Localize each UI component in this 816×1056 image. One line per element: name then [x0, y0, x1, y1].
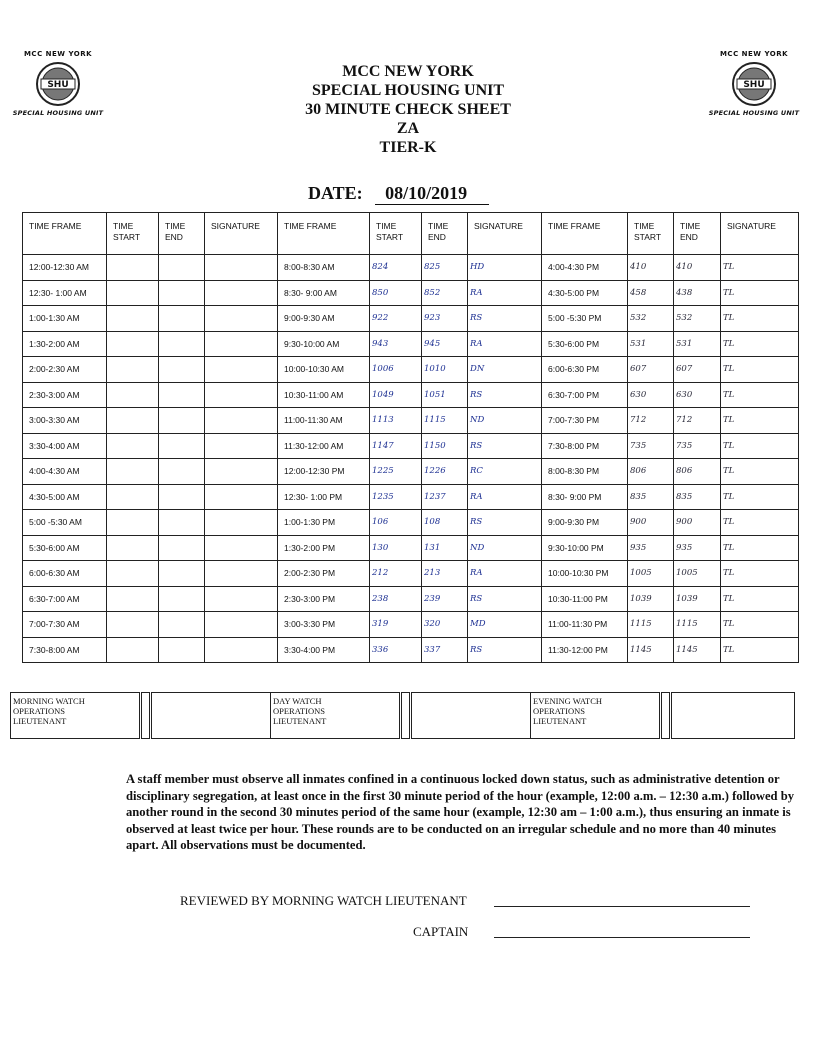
morning-watch-text: MORNING WATCH OPERATIONS LIEUTENANT [13, 696, 85, 726]
logo-top-text: MCC NEW YORK [719, 50, 789, 58]
time-frame-cell: 11:30-12:00 AM [278, 433, 370, 459]
time-start-cell[interactable]: 935 [628, 535, 674, 561]
time-frame-cell: 3:30-4:00 AM [23, 433, 107, 459]
signature-cell[interactable]: TL [721, 612, 799, 638]
time-end-cell[interactable]: 1150 [422, 433, 468, 459]
table-row [23, 484, 799, 510]
time-start-cell[interactable]: 607 [628, 357, 674, 383]
table-row [23, 331, 799, 357]
time-start-cell[interactable] [107, 612, 159, 638]
evening-watch-signature-field[interactable] [671, 693, 795, 739]
signature-cell[interactable]: RS [468, 306, 542, 332]
time-frame-cell: 4:00-4:30 PM [542, 255, 628, 281]
time-start-cell[interactable] [107, 306, 159, 332]
policy-statement: A staff member must observe all inmates confined in a continuous locked down status, such as administrative detention or disciplinary segregation, at least once in the first 30 minute period of the hour (example, 12:00 a.m. – 12:30 a.m.) followed by another round in the second 30 minutes period of the same hour (example, 12:30 am – 1:00 a.m.), thus ensuring an inmate is observed at least twice per hour. These rounds are to be conducted on an irregular schedule and no more than 40 minutes apart. All observations must be documented. [126, 772, 795, 852]
signature-cell[interactable]: RA [468, 280, 542, 306]
table-row [23, 382, 799, 408]
time-frame-cell: 2:00-2:30 AM [23, 357, 107, 383]
time-start-cell[interactable]: 106 [370, 510, 422, 536]
check-table [22, 212, 799, 663]
time-frame-cell: 10:30-11:00 PM [542, 586, 628, 612]
time-end-cell[interactable] [159, 382, 205, 408]
time-frame-cell: 1:30-2:00 PM [278, 535, 370, 561]
header-tier: TIER-K [379, 139, 437, 156]
time-frame-cell: 5:30-6:00 AM [23, 535, 107, 561]
svg-text:SHU: SHU [743, 80, 765, 90]
time-frame-cell: 4:00-4:30 AM [23, 459, 107, 485]
time-frame-cell: 2:30-3:00 AM [23, 382, 107, 408]
signature-cell[interactable] [205, 255, 278, 281]
signature-cell[interactable] [205, 357, 278, 383]
table-row [23, 612, 799, 638]
time-frame-cell: 3:00-3:30 AM [23, 408, 107, 434]
signature-cell[interactable] [205, 382, 278, 408]
time-end-cell[interactable]: 531 [674, 331, 721, 357]
time-start-cell[interactable]: 1115 [628, 612, 674, 638]
time-frame-cell: 1:00-1:30 AM [23, 306, 107, 332]
day-watch-text: DAY WATCH OPERATIONS LIEUTENANT [273, 696, 327, 726]
column-header: TIME START [370, 213, 422, 255]
signature-cell[interactable]: RS [468, 586, 542, 612]
signature-cell[interactable]: TL [721, 484, 799, 510]
time-start-cell[interactable]: 336 [370, 637, 422, 663]
signature-cell[interactable] [205, 484, 278, 510]
time-frame-cell: 10:00-10:30 AM [278, 357, 370, 383]
time-frame-cell: 12:30- 1:00 PM [278, 484, 370, 510]
day-watch-label [271, 693, 401, 739]
time-end-cell[interactable]: 1115 [422, 408, 468, 434]
morning-watch-signature-field[interactable] [151, 693, 271, 739]
time-start-cell[interactable] [107, 637, 159, 663]
time-start-cell[interactable] [107, 280, 159, 306]
time-frame-cell: 7:00-7:30 PM [542, 408, 628, 434]
time-start-cell[interactable] [107, 331, 159, 357]
time-start-cell[interactable] [107, 535, 159, 561]
time-start-cell[interactable]: 531 [628, 331, 674, 357]
signature-cell[interactable] [205, 280, 278, 306]
signature-cell[interactable] [205, 535, 278, 561]
table-row [23, 637, 799, 663]
signature-cell[interactable]: TL [721, 586, 799, 612]
time-start-cell[interactable] [107, 510, 159, 536]
time-start-cell[interactable]: 212 [370, 561, 422, 587]
time-end-cell[interactable]: 735 [674, 433, 721, 459]
table-row [23, 306, 799, 332]
signature-cell[interactable]: TL [721, 306, 799, 332]
table-row [23, 255, 799, 281]
signature-cell[interactable]: HD [468, 255, 542, 281]
column-header: TIME START [628, 213, 674, 255]
signature-cell[interactable]: ND [468, 535, 542, 561]
svg-text:SHU: SHU [47, 80, 69, 90]
table-row [23, 280, 799, 306]
time-frame-cell: 5:00 -5:30 AM [23, 510, 107, 536]
signature-cell[interactable] [205, 561, 278, 587]
time-end-cell[interactable]: 1005 [674, 561, 721, 587]
time-start-cell[interactable]: 1147 [370, 433, 422, 459]
time-end-cell[interactable]: 532 [674, 306, 721, 332]
time-end-cell[interactable]: 1051 [422, 382, 468, 408]
time-start-cell[interactable]: 1225 [370, 459, 422, 485]
header-unit: SPECIAL HOUSING UNIT [311, 82, 505, 99]
time-start-cell[interactable]: 850 [370, 280, 422, 306]
time-start-cell[interactable]: 1006 [370, 357, 422, 383]
time-start-cell[interactable] [107, 255, 159, 281]
watch-divider [401, 693, 411, 739]
table-row [23, 586, 799, 612]
signature-cell[interactable] [205, 433, 278, 459]
time-frame-cell: 7:00-7:30 AM [23, 612, 107, 638]
morning-watch-label [11, 693, 141, 739]
time-end-cell[interactable]: 438 [674, 280, 721, 306]
time-end-cell[interactable]: 945 [422, 331, 468, 357]
table-row [23, 561, 799, 587]
time-start-cell[interactable] [107, 561, 159, 587]
signature-cell[interactable]: ND [468, 408, 542, 434]
time-end-cell[interactable] [159, 484, 205, 510]
signature-cell[interactable]: TL [721, 382, 799, 408]
time-frame-cell: 5:00 -5:30 PM [542, 306, 628, 332]
signature-cell[interactable] [205, 459, 278, 485]
time-frame-cell: 6:30-7:00 AM [23, 586, 107, 612]
date-row [308, 183, 489, 205]
table-row [23, 408, 799, 434]
time-end-cell[interactable] [159, 637, 205, 663]
column-header: SIGNATURE [721, 213, 799, 255]
time-start-cell[interactable]: 943 [370, 331, 422, 357]
time-start-cell[interactable]: 238 [370, 586, 422, 612]
time-start-cell[interactable]: 1005 [628, 561, 674, 587]
watch-divider [141, 693, 151, 739]
time-start-cell[interactable]: 735 [628, 433, 674, 459]
signature-cell[interactable]: RS [468, 382, 542, 408]
header-sheet-title: 30 MINUTE CHECK SHEET [305, 101, 511, 118]
time-start-cell[interactable]: 1235 [370, 484, 422, 510]
time-end-cell[interactable] [159, 280, 205, 306]
signature-cell[interactable]: RS [468, 637, 542, 663]
time-frame-cell: 4:30-5:00 AM [23, 484, 107, 510]
signature-cell[interactable]: TL [721, 255, 799, 281]
time-start-cell[interactable]: 922 [370, 306, 422, 332]
evening-watch-text: EVENING WATCH OPERATIONS LIEUTENANT [533, 696, 603, 726]
date-label: DATE: [308, 183, 363, 203]
time-end-cell[interactable]: 108 [422, 510, 468, 536]
time-frame-cell: 11:00-11:30 PM [542, 612, 628, 638]
shu-seal-icon [35, 61, 81, 107]
reviewed-by-signature-line[interactable] [494, 906, 750, 907]
time-frame-cell: 9:30-10:00 PM [542, 535, 628, 561]
signature-cell[interactable]: TL [721, 280, 799, 306]
time-frame-cell: 8:00-8:30 AM [278, 255, 370, 281]
time-end-cell[interactable]: 835 [674, 484, 721, 510]
watch-divider [661, 693, 671, 739]
time-start-cell[interactable] [107, 357, 159, 383]
time-start-cell[interactable] [107, 586, 159, 612]
time-start-cell[interactable]: 900 [628, 510, 674, 536]
signature-cell[interactable]: TL [721, 408, 799, 434]
time-start-cell[interactable]: 1049 [370, 382, 422, 408]
time-end-cell[interactable]: 935 [674, 535, 721, 561]
time-end-cell[interactable]: 1237 [422, 484, 468, 510]
day-watch-signature-field[interactable] [411, 693, 531, 739]
time-end-cell[interactable]: 337 [422, 637, 468, 663]
time-frame-cell: 1:00-1:30 PM [278, 510, 370, 536]
time-end-cell[interactable]: 712 [674, 408, 721, 434]
time-start-cell[interactable]: 806 [628, 459, 674, 485]
time-frame-cell: 12:00-12:30 AM [23, 255, 107, 281]
time-start-cell[interactable]: 532 [628, 306, 674, 332]
time-frame-cell: 12:30- 1:00 AM [23, 280, 107, 306]
time-end-cell[interactable]: 852 [422, 280, 468, 306]
time-end-cell[interactable]: 239 [422, 586, 468, 612]
time-start-cell[interactable]: 712 [628, 408, 674, 434]
time-start-cell[interactable]: 1113 [370, 408, 422, 434]
table-row [23, 357, 799, 383]
time-end-cell[interactable] [159, 433, 205, 459]
time-frame-cell: 9:00-9:30 PM [542, 510, 628, 536]
time-end-cell[interactable] [159, 586, 205, 612]
signature-cell[interactable] [205, 637, 278, 663]
time-end-cell[interactable] [159, 561, 205, 587]
signature-cell[interactable]: TL [721, 535, 799, 561]
time-start-cell[interactable] [107, 408, 159, 434]
logo-bottom-text: SPECIAL HOUSING UNIT [708, 109, 800, 117]
captain-signature-line[interactable] [494, 937, 750, 938]
table-row [23, 510, 799, 536]
table-row [23, 459, 799, 485]
time-frame-cell: 3:00-3:30 PM [278, 612, 370, 638]
signature-cell[interactable]: RA [468, 561, 542, 587]
reviewed-by-label: REVIEWED BY MORNING WATCH LIEUTENANT [180, 893, 467, 908]
signature-cell[interactable]: TL [721, 637, 799, 663]
signature-cell[interactable] [205, 306, 278, 332]
time-start-cell[interactable]: 319 [370, 612, 422, 638]
signature-cell[interactable]: RS [468, 433, 542, 459]
time-start-cell[interactable] [107, 484, 159, 510]
date-value: 08/10/2019 [375, 183, 489, 205]
time-end-cell[interactable]: 131 [422, 535, 468, 561]
time-start-cell[interactable] [107, 459, 159, 485]
signature-cell[interactable]: RC [468, 459, 542, 485]
column-header: TIME END [422, 213, 468, 255]
time-frame-cell: 8:30- 9:00 PM [542, 484, 628, 510]
column-header: TIME END [674, 213, 721, 255]
signature-cell[interactable]: MD [468, 612, 542, 638]
time-frame-cell: 6:30-7:00 PM [542, 382, 628, 408]
time-end-cell[interactable]: 320 [422, 612, 468, 638]
time-end-cell[interactable]: 1145 [674, 637, 721, 663]
time-start-cell[interactable]: 1145 [628, 637, 674, 663]
logo-top-text: MCC NEW YORK [23, 50, 93, 58]
column-header: TIME FRAME [542, 213, 628, 255]
time-frame-cell: 5:30-6:00 PM [542, 331, 628, 357]
time-start-cell[interactable] [107, 382, 159, 408]
time-end-cell[interactable] [159, 255, 205, 281]
signature-cell[interactable] [205, 612, 278, 638]
time-frame-cell: 12:00-12:30 PM [278, 459, 370, 485]
time-frame-cell: 10:30-11:00 AM [278, 382, 370, 408]
time-start-cell[interactable]: 824 [370, 255, 422, 281]
time-frame-cell: 11:30-12:00 PM [542, 637, 628, 663]
evening-watch-label [531, 693, 661, 739]
time-end-cell[interactable]: 923 [422, 306, 468, 332]
signature-cell[interactable] [205, 510, 278, 536]
time-start-cell[interactable]: 1039 [628, 586, 674, 612]
time-frame-cell: 8:00-8:30 PM [542, 459, 628, 485]
time-start-cell[interactable]: 410 [628, 255, 674, 281]
column-header: SIGNATURE [205, 213, 278, 255]
time-end-cell[interactable]: 1226 [422, 459, 468, 485]
time-frame-cell: 9:30-10:00 AM [278, 331, 370, 357]
time-frame-cell: 3:30-4:00 PM [278, 637, 370, 663]
table-body [23, 255, 799, 663]
signature-cell[interactable]: TL [721, 459, 799, 485]
signature-cell[interactable]: TL [721, 561, 799, 587]
time-end-cell[interactable]: 410 [674, 255, 721, 281]
time-frame-cell: 9:00-9:30 AM [278, 306, 370, 332]
header-range: ZA [396, 120, 420, 137]
time-end-cell[interactable]: 825 [422, 255, 468, 281]
table-header-row [23, 213, 799, 255]
time-start-cell[interactable]: 835 [628, 484, 674, 510]
time-end-cell[interactable] [159, 459, 205, 485]
time-end-cell[interactable]: 1115 [674, 612, 721, 638]
time-end-cell[interactable] [159, 357, 205, 383]
table-row [23, 535, 799, 561]
time-end-cell[interactable]: 1010 [422, 357, 468, 383]
logo-bottom-text: SPECIAL HOUSING UNIT [12, 109, 104, 117]
signature-cell[interactable]: TL [721, 433, 799, 459]
time-start-cell[interactable]: 458 [628, 280, 674, 306]
shu-seal-icon [731, 61, 777, 107]
time-end-cell[interactable] [159, 535, 205, 561]
signature-cell[interactable]: RA [468, 484, 542, 510]
time-frame-cell: 7:30-8:00 PM [542, 433, 628, 459]
column-header: TIME END [159, 213, 205, 255]
time-frame-cell: 2:00-2:30 PM [278, 561, 370, 587]
time-end-cell[interactable]: 607 [674, 357, 721, 383]
signature-cell[interactable]: RA [468, 331, 542, 357]
time-end-cell[interactable]: 1039 [674, 586, 721, 612]
time-frame-cell: 11:00-11:30 AM [278, 408, 370, 434]
signature-cell[interactable] [205, 408, 278, 434]
time-frame-cell: 10:00-10:30 PM [542, 561, 628, 587]
time-end-cell[interactable]: 900 [674, 510, 721, 536]
time-frame-cell: 4:30-5:00 PM [542, 280, 628, 306]
signature-cell[interactable] [205, 586, 278, 612]
time-frame-cell: 6:00-6:30 PM [542, 357, 628, 383]
time-end-cell[interactable]: 630 [674, 382, 721, 408]
time-frame-cell: 2:30-3:00 PM [278, 586, 370, 612]
time-end-cell[interactable] [159, 408, 205, 434]
signature-cell[interactable]: TL [721, 357, 799, 383]
time-start-cell[interactable] [107, 433, 159, 459]
document-header [208, 62, 608, 157]
header-facility: MCC NEW YORK [342, 63, 474, 80]
time-end-cell[interactable] [159, 306, 205, 332]
signature-cell[interactable]: TL [721, 331, 799, 357]
captain-label: CAPTAIN [413, 924, 469, 939]
time-start-cell[interactable]: 630 [628, 382, 674, 408]
signature-cell[interactable]: DN [468, 357, 542, 383]
time-end-cell[interactable]: 806 [674, 459, 721, 485]
time-frame-cell: 6:00-6:30 AM [23, 561, 107, 587]
column-header: TIME FRAME [23, 213, 107, 255]
signature-cell[interactable]: RS [468, 510, 542, 536]
signature-cell[interactable]: TL [721, 510, 799, 536]
signature-cell[interactable] [205, 331, 278, 357]
column-header: SIGNATURE [468, 213, 542, 255]
time-end-cell[interactable] [159, 510, 205, 536]
column-header: TIME START [107, 213, 159, 255]
watch-lieutenant-table [10, 692, 795, 739]
shu-logo-right [704, 50, 804, 117]
table-row [23, 433, 799, 459]
time-end-cell[interactable] [159, 612, 205, 638]
time-start-cell[interactable]: 130 [370, 535, 422, 561]
time-frame-cell: 1:30-2:00 AM [23, 331, 107, 357]
time-end-cell[interactable]: 213 [422, 561, 468, 587]
shu-logo-left [8, 50, 108, 117]
column-header: TIME FRAME [278, 213, 370, 255]
time-end-cell[interactable] [159, 331, 205, 357]
time-frame-cell: 7:30-8:00 AM [23, 637, 107, 663]
time-frame-cell: 8:30- 9:00 AM [278, 280, 370, 306]
